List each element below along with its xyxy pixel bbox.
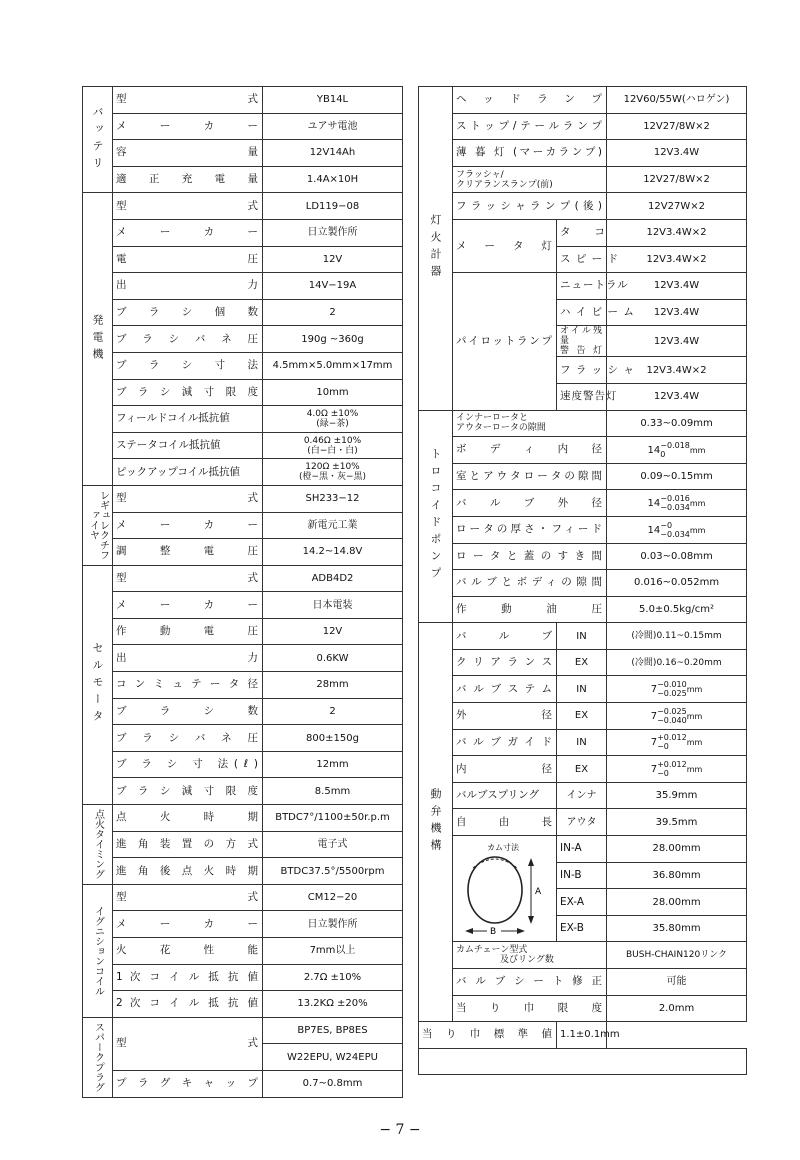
cam-outline bbox=[468, 857, 522, 923]
spec-value: YB14L bbox=[263, 87, 403, 114]
spec-value: 2.7Ω ±10% bbox=[263, 964, 403, 991]
spec-sub-label: EX-A bbox=[557, 889, 607, 916]
spec-value: 2 bbox=[263, 698, 403, 725]
spec-label: 火 花 性 能 bbox=[113, 938, 263, 965]
spec-row bbox=[419, 649, 747, 676]
spec-row bbox=[83, 725, 403, 752]
spec-row bbox=[83, 618, 403, 645]
spec-value: ユアサ電池 bbox=[263, 113, 403, 140]
spec-value: 13.2KΩ ±20% bbox=[263, 991, 403, 1018]
spec-value: 5.0±0.5kg/cm² bbox=[607, 596, 747, 623]
spec-row bbox=[419, 942, 747, 969]
spec-label: ストップ/テールランプ bbox=[453, 113, 607, 140]
spec-row bbox=[419, 113, 747, 140]
spec-label: 内 径 bbox=[453, 756, 557, 783]
spec-label: ロータと蓋のすき間 bbox=[453, 543, 607, 570]
spec-label: 型 式 bbox=[113, 193, 263, 220]
spec-value: 4.0Ω ±10% (緑−茶) bbox=[263, 406, 403, 433]
spec-value bbox=[607, 676, 747, 703]
spec-label: フ ラ ッ シ ャ bbox=[557, 357, 607, 384]
spec-label: 当 り 巾 標 準 値 bbox=[419, 1022, 557, 1049]
spec-row bbox=[419, 1022, 747, 1049]
spec-row bbox=[419, 782, 747, 809]
spec-value: 12V3.4W bbox=[607, 299, 747, 326]
spec-row bbox=[83, 805, 403, 832]
spec-value bbox=[607, 756, 747, 783]
spec-row bbox=[83, 539, 403, 566]
spec-value: 28.00mm bbox=[607, 889, 747, 916]
tolerance-value: 7−0.025 −0.040mm bbox=[650, 706, 703, 725]
spec-value: 12V3.4W×2 bbox=[607, 219, 747, 246]
spec-sub-label: IN-A bbox=[557, 836, 607, 863]
spec-label: 出 力 bbox=[113, 645, 263, 672]
spec-label: 調 整 電 圧 bbox=[113, 539, 263, 566]
spec-row bbox=[419, 596, 747, 623]
spec-label: メ ー カ ー bbox=[113, 512, 263, 539]
spec-label: ブ ラ シ 寸 法 bbox=[113, 352, 263, 379]
spec-value: 12V3.4W bbox=[607, 383, 747, 410]
spec-label: フラッシャランプ(後) bbox=[453, 193, 607, 220]
spec-value: 日本電装 bbox=[263, 592, 403, 619]
spec-label: ブ ラ シ バ ネ 圧 bbox=[113, 725, 263, 752]
spec-value: 14V−19A bbox=[263, 273, 403, 300]
spec-row bbox=[419, 87, 747, 114]
spec-row bbox=[83, 592, 403, 619]
spec-row bbox=[83, 326, 403, 353]
spec-row bbox=[419, 516, 747, 543]
spec-label: フラッシャ/ クリアランスランプ(前) bbox=[453, 166, 607, 193]
spec-label: ロータの厚さ・フィード bbox=[453, 516, 607, 543]
group-regulator: レギュレクチファイヤ bbox=[83, 485, 113, 565]
spec-value: 7mm以上 bbox=[263, 938, 403, 965]
spec-value: 35.9mm bbox=[607, 782, 747, 809]
page-number: − 7 − bbox=[379, 1122, 421, 1138]
spec-row bbox=[83, 1017, 403, 1044]
spec-label: メ ー カ ー bbox=[113, 592, 263, 619]
spec-value: 0.46Ω ±10% (白−白・白) bbox=[263, 432, 403, 459]
spec-value: 1.4A×10H bbox=[263, 166, 403, 193]
spec-value: 12V27/8W×2 bbox=[607, 113, 747, 140]
spec-value: 日立製作所 bbox=[263, 911, 403, 938]
spec-value bbox=[607, 516, 747, 543]
spec-row bbox=[83, 884, 403, 911]
spec-label: 室とアウタロータの隙間 bbox=[453, 463, 607, 490]
spec-value: 12V60/55W(ハロゲン) bbox=[607, 87, 747, 114]
group-lighting: 灯火計器 bbox=[419, 87, 453, 411]
spec-row bbox=[419, 166, 747, 193]
spec-sub-label: インナ bbox=[557, 782, 607, 809]
cam-label: カム寸法 bbox=[487, 842, 519, 852]
spec-value: 0.6KW bbox=[263, 645, 403, 672]
spec-row bbox=[419, 836, 747, 863]
spec-row-empty bbox=[419, 1048, 747, 1075]
spec-label: 作 動 電 圧 bbox=[113, 618, 263, 645]
spec-label: 自 由 長 bbox=[453, 809, 557, 836]
spec-row bbox=[419, 729, 747, 756]
spec-row bbox=[419, 570, 747, 597]
spec-label: メ ー カ ー bbox=[113, 911, 263, 938]
spec-value: 28.00mm bbox=[607, 836, 747, 863]
spec-value: 1.1±0.1mm bbox=[557, 1022, 607, 1049]
spec-row bbox=[419, 703, 747, 730]
spec-label: ステータコイル抵抗値 bbox=[113, 432, 263, 459]
spec-value: (冷間)0.16~0.20mm bbox=[607, 649, 747, 676]
empty-cell bbox=[419, 1048, 747, 1075]
spec-row bbox=[83, 87, 403, 114]
spec-label: ブ ラ シ 寸 法(ℓ) bbox=[113, 751, 263, 778]
spec-label: 2 次 コ イ ル 抵 抗 値 bbox=[113, 991, 263, 1018]
spec-label: ス ピ ー ド bbox=[557, 246, 607, 273]
spec-label: バ ル ブ 外 径 bbox=[453, 490, 607, 517]
spec-value: 190g ~360g bbox=[263, 326, 403, 353]
group-battery: バッテリ bbox=[83, 87, 113, 193]
spec-label: バ ル ブ bbox=[453, 623, 557, 650]
spec-value: 4.5mm×5.0mm×17mm bbox=[263, 352, 403, 379]
spec-sub-label: EX bbox=[557, 703, 607, 730]
spec-row bbox=[419, 273, 747, 300]
spec-value: 0.03~0.08mm bbox=[607, 543, 747, 570]
spec-label: クリアランス bbox=[453, 649, 557, 676]
spec-row bbox=[83, 991, 403, 1018]
dim-b-text: B bbox=[490, 926, 497, 937]
group-ignition: イグニションコイル bbox=[83, 884, 113, 1017]
spec-row bbox=[83, 565, 403, 592]
spec-row bbox=[83, 246, 403, 273]
spec-value: ADB4D2 bbox=[263, 565, 403, 592]
spec-row bbox=[83, 485, 403, 512]
spec-sub-label: EX-B bbox=[557, 915, 607, 942]
group-generator: 発電機 bbox=[83, 193, 113, 486]
spec-value: 36.80mm bbox=[607, 862, 747, 889]
spec-row bbox=[83, 166, 403, 193]
spec-value: 0.33~0.09mm bbox=[607, 410, 747, 437]
spec-value: 2 bbox=[263, 299, 403, 326]
spec-row bbox=[419, 995, 747, 1022]
spec-label: 速度警告灯 bbox=[557, 383, 607, 410]
spec-label: 1 次 コ イ ル 抵 抗 値 bbox=[113, 964, 263, 991]
spec-label: ブ ラ シ 個 数 bbox=[113, 299, 263, 326]
spec-row bbox=[83, 512, 403, 539]
spec-value: W22EPU, W24EPU bbox=[263, 1044, 403, 1071]
spec-value: 120Ω ±10% (橙−黒・灰−黒) bbox=[263, 459, 403, 486]
spec-row bbox=[419, 543, 747, 570]
spec-value: 12V3.4W×2 bbox=[607, 246, 747, 273]
spec-label: ハ イ ビ ー ム bbox=[557, 299, 607, 326]
spec-value: BTDC7°/1100±50r.p.m bbox=[263, 805, 403, 832]
spec-row bbox=[419, 756, 747, 783]
spec-label: 型 式 bbox=[113, 87, 263, 114]
spec-row bbox=[419, 463, 747, 490]
spec-sub-label: IN bbox=[557, 623, 607, 650]
spec-value: 35.80mm bbox=[607, 915, 747, 942]
tolerance-value: 14−0 −0.034mm bbox=[647, 520, 706, 539]
spec-label: 進 角 装 置 の 方 式 bbox=[113, 831, 263, 858]
spec-row bbox=[83, 273, 403, 300]
spec-row bbox=[419, 219, 747, 246]
spec-row bbox=[83, 140, 403, 167]
spec-label: ボ デ ィ 内 径 bbox=[453, 437, 607, 464]
spec-label: ブ ラ シ 減 寸 限 度 bbox=[113, 379, 263, 406]
meter-lamp-label: メータ灯 bbox=[453, 219, 557, 272]
spec-label: タ コ bbox=[557, 219, 607, 246]
spec-value: 新電元工業 bbox=[263, 512, 403, 539]
spec-label: 型 式 bbox=[113, 565, 263, 592]
spec-value: (冷間)0.11~0.15mm bbox=[607, 623, 747, 650]
spec-row bbox=[83, 379, 403, 406]
spec-label: プ ラ グ キ ャ ッ プ bbox=[113, 1070, 263, 1097]
spec-label: ブ ラ シ バ ネ 圧 bbox=[113, 326, 263, 353]
spec-value: 12V3.4W×2 bbox=[607, 357, 747, 384]
spec-row bbox=[83, 858, 403, 885]
spec-value: 12V27/8W×2 bbox=[607, 166, 747, 193]
spec-label: 出 力 bbox=[113, 273, 263, 300]
spec-row bbox=[83, 778, 403, 805]
spec-row bbox=[83, 672, 403, 699]
spec-row bbox=[83, 698, 403, 725]
spec-label: 電 圧 bbox=[113, 246, 263, 273]
cam-diagram bbox=[453, 838, 557, 940]
spec-label: 型 式 bbox=[113, 884, 263, 911]
spec-label: ピックアップコイル抵抗値 bbox=[113, 459, 263, 486]
spec-label: ニュートラル bbox=[557, 273, 607, 300]
spec-label: フィールドコイル抵抗値 bbox=[113, 406, 263, 433]
spec-label: インナーロータと アウターロータの隙間 bbox=[453, 410, 607, 437]
spec-label: ブ ラ シ 数 bbox=[113, 698, 263, 725]
spec-label: 型 式 bbox=[113, 485, 263, 512]
spec-value: 電子式 bbox=[263, 831, 403, 858]
spec-row bbox=[83, 911, 403, 938]
spec-value: 0.7~0.8mm bbox=[263, 1070, 403, 1097]
spec-row bbox=[419, 809, 747, 836]
spec-row bbox=[83, 459, 403, 486]
spec-row bbox=[83, 299, 403, 326]
spec-value bbox=[607, 490, 747, 517]
spec-value: 800±150g bbox=[263, 725, 403, 752]
spec-row bbox=[83, 831, 403, 858]
spec-row bbox=[419, 969, 747, 996]
group-valve: 動弁機構 bbox=[419, 623, 453, 1022]
spec-value: 0.09~0.15mm bbox=[607, 463, 747, 490]
tolerance-value: 7+0.012 −0 mm bbox=[650, 733, 703, 752]
spec-label: ブ ラ シ 減 寸 限 度 bbox=[113, 778, 263, 805]
spec-sub-label: EX bbox=[557, 756, 607, 783]
spec-value: 12V3.4W bbox=[607, 326, 747, 357]
spec-label: 薄 暮 灯 (マーカランプ) bbox=[453, 140, 607, 167]
spec-row bbox=[419, 676, 747, 703]
spec-value: BUSH-CHAIN120リンク bbox=[607, 942, 747, 969]
spec-label: オイル残量 警 告 灯 bbox=[557, 326, 607, 357]
spec-row bbox=[83, 432, 403, 459]
spec-row bbox=[83, 1070, 403, 1097]
spec-label: カムチェーン型式 及びリング数 bbox=[453, 942, 607, 969]
spec-label: 適 正 充 電 量 bbox=[113, 166, 263, 193]
spec-row bbox=[419, 140, 747, 167]
spec-row bbox=[83, 406, 403, 433]
spec-sub-label: アウタ bbox=[557, 809, 607, 836]
spec-row bbox=[83, 219, 403, 246]
spec-row bbox=[419, 193, 747, 220]
spec-label: メ ー カ ー bbox=[113, 113, 263, 140]
spec-value: 39.5mm bbox=[607, 809, 747, 836]
spec-value: 12V bbox=[263, 618, 403, 645]
spec-label: 外 径 bbox=[453, 703, 557, 730]
spec-row bbox=[83, 113, 403, 140]
group-pump: トロコイドポンプ bbox=[419, 410, 453, 623]
spec-value: 14.2~14.8V bbox=[263, 539, 403, 566]
spec-value: BTDC37.5°/5500rpm bbox=[263, 858, 403, 885]
spec-label: 点 火 時 期 bbox=[113, 805, 263, 832]
spec-label: バ ル ブ シ ー ト 修 正 bbox=[453, 969, 607, 996]
spec-value: 可能 bbox=[607, 969, 747, 996]
spec-value: 28mm bbox=[263, 672, 403, 699]
spec-label: バルブガイド bbox=[453, 729, 557, 756]
spec-sub-label: IN-B bbox=[557, 862, 607, 889]
spec-row bbox=[419, 490, 747, 517]
spec-value: 0.016~0.052mm bbox=[607, 570, 747, 597]
spec-label: バルブステム bbox=[453, 676, 557, 703]
spec-row bbox=[419, 437, 747, 464]
spec-value: 12V bbox=[263, 246, 403, 273]
spec-row bbox=[419, 623, 747, 650]
spec-label: 型 式 bbox=[113, 1017, 263, 1070]
spec-value: CM12−20 bbox=[263, 884, 403, 911]
spec-sub-label: EX bbox=[557, 649, 607, 676]
spec-label: 当 り 巾 限 度 bbox=[453, 995, 607, 1022]
group-timing: 点火タイミング bbox=[83, 805, 113, 885]
spec-label: メ ー カ ー bbox=[113, 219, 263, 246]
spec-label: 進 角 後 点 火 時 期 bbox=[113, 858, 263, 885]
spec-sub-label: IN bbox=[557, 676, 607, 703]
spec-row bbox=[83, 964, 403, 991]
spec-row bbox=[83, 645, 403, 672]
spec-value bbox=[607, 703, 747, 730]
spec-value bbox=[607, 437, 747, 464]
spec-value: 12V3.4W bbox=[607, 140, 747, 167]
tolerance-value: 14−0.018 0 mm bbox=[647, 440, 706, 459]
spec-row bbox=[83, 938, 403, 965]
spec-table-right bbox=[418, 86, 747, 1075]
spec-value: 8.5mm bbox=[263, 778, 403, 805]
cam-lobe bbox=[473, 859, 517, 868]
spec-sub-label: IN bbox=[557, 729, 607, 756]
spec-label: ヘ ッ ド ラ ン プ bbox=[453, 87, 607, 114]
tolerance-value: 14−0.016 −0.034mm bbox=[647, 494, 706, 513]
tolerance-value: 7+0.012 −0 mm bbox=[650, 760, 703, 779]
pilot-lamp-label: パイロットランプ bbox=[453, 273, 557, 410]
spec-label: バルブスプリング bbox=[453, 782, 557, 809]
group-plug: スパークプラグ bbox=[83, 1017, 113, 1097]
spec-row bbox=[83, 751, 403, 778]
cam-dimension-figure bbox=[453, 836, 557, 942]
tolerance-value: 7−0.010 −0.025mm bbox=[650, 680, 703, 699]
spec-value: SH233−12 bbox=[263, 485, 403, 512]
spec-label: 容 量 bbox=[113, 140, 263, 167]
spec-label: バルブとボディの隙間 bbox=[453, 570, 607, 597]
spec-value: 12V14Ah bbox=[263, 140, 403, 167]
spec-label: コ ン ミ ュ テ ー タ 径 bbox=[113, 672, 263, 699]
spec-value: 日立製作所 bbox=[263, 219, 403, 246]
spec-value: 10mm bbox=[263, 379, 403, 406]
spec-value: 12mm bbox=[263, 751, 403, 778]
spec-table-left bbox=[82, 86, 403, 1098]
spec-value: LD119−08 bbox=[263, 193, 403, 220]
spec-value bbox=[607, 729, 747, 756]
spec-row bbox=[419, 410, 747, 437]
spec-value: BP7ES, BP8ES bbox=[263, 1017, 403, 1044]
spec-row bbox=[83, 193, 403, 220]
dim-a-text: A bbox=[535, 886, 542, 897]
spec-row bbox=[83, 352, 403, 379]
group-starter: セルモータ bbox=[83, 565, 113, 804]
spec-value: 2.0mm bbox=[607, 995, 747, 1022]
spec-label: 作 動 油 圧 bbox=[453, 596, 607, 623]
spec-value: 12V3.4W bbox=[607, 273, 747, 300]
spec-value: 12V27W×2 bbox=[607, 193, 747, 220]
